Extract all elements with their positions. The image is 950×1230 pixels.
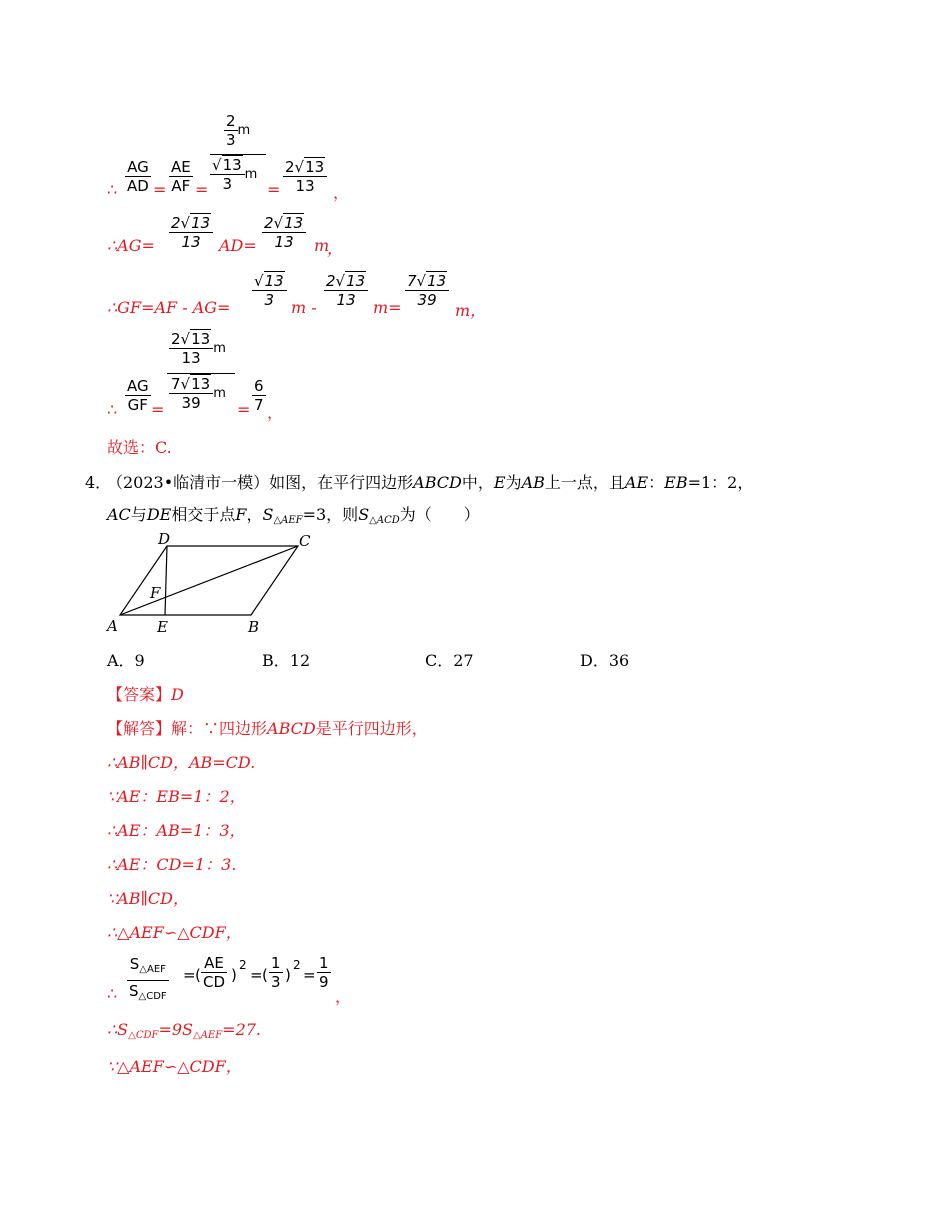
- frac-ag-ad: AG AD: [127, 158, 149, 195]
- solution-line-1: ∴AB∥CD，AB=CD.: [107, 753, 256, 772]
- frac-sqrt13-3: √13 3: [252, 272, 287, 309]
- eq-line-2: ∴AG= 2√13 13 AD= 2√13 13 m ，: [107, 214, 344, 258]
- equals: =: [195, 180, 209, 199]
- frac-2-3: $\frac{2}{3}$: [226, 112, 236, 149]
- frac-2sqrt13-13: 2√13 13: [324, 272, 368, 309]
- question-text-line-2: AC与DE相交于点F，$S_{\triangle AEF}=3$，则$S_{\triangle ACD}$为（ ）: [107, 505, 480, 526]
- answer-line: 【答案】D: [107, 685, 184, 704]
- question-text-line-1: （2023•临清市一模）如图，在平行四边形ABCD中，E为AB上一点，且AE：EB=1：2，: [107, 473, 754, 492]
- equals: =: [267, 180, 281, 199]
- frac-1-9: 1 9: [319, 954, 329, 991]
- frac-2sqrt13-13: 2√13 13: [262, 214, 306, 251]
- eq-line-3: ∴GF=AF - AG= √13 3 m - 2√13 13 m= 7√13 39 m，: [107, 272, 487, 320]
- eq-line-4: ∴ AG GF = $\frac{2√13}{13}$ m $\frac{7√13}{39}$ m = 6 7 ，: [107, 330, 284, 422]
- ratio-equation: ∴ $S_{\triangle AEF}$ $S_{\triangle CDF}$ = ( AE CD ) 2 = ( 1 3 ) 2 = 1 9 ，: [107, 954, 352, 1006]
- choice-line: 故选：C.: [107, 438, 172, 457]
- question-number: 4．: [85, 473, 112, 492]
- frac-2sqrt13-13: 2√13 13: [283, 158, 327, 195]
- solution-line-5: ∵AB∥CD，: [107, 889, 189, 908]
- equals: =: [153, 180, 167, 199]
- frac-area-ratio: $S_{\triangle AEF}$ $S_{\triangle CDF}$: [129, 955, 167, 1002]
- frac-6-7: 6 7: [254, 377, 264, 414]
- option-a[interactable]: A．9: [107, 651, 145, 670]
- label-f: F: [150, 584, 161, 602]
- frac-1-3: 1 3: [271, 954, 281, 991]
- comma: ，: [333, 183, 350, 202]
- label-d: D: [158, 530, 171, 548]
- frac-ae-cd: AE CD: [203, 954, 226, 991]
- solution-last-line: ∵△AEF∽△CDF，: [107, 1057, 242, 1076]
- option-c[interactable]: C．27: [425, 651, 474, 670]
- solution-line-2: ∵AE：EB=1：2，: [107, 787, 246, 806]
- frac-7sqrt13-39: 7√13 39: [405, 272, 449, 309]
- frac-ag-gf: AG GF: [127, 377, 149, 414]
- label-e: E: [157, 618, 168, 636]
- option-b[interactable]: B．12: [262, 651, 311, 670]
- parallelogram-figure: [100, 528, 330, 640]
- solution-line-3: ∴AE：AB=1：3，: [107, 821, 246, 840]
- option-d[interactable]: D．36: [580, 651, 630, 670]
- therefore-symbol: ∴: [107, 180, 118, 199]
- label-c: C: [299, 532, 311, 550]
- solution-line-4: ∴AE：CD=1：3.: [107, 855, 237, 874]
- solution-line-6: ∴△AEF∽△CDF，: [107, 923, 242, 942]
- frac-sqrt13-3: $\frac{√13}{3}$: [210, 156, 245, 193]
- frac-ae-af: AE AF: [171, 158, 191, 195]
- frac-2sqrt13-13: 2√13 13: [169, 214, 213, 251]
- label-a: A: [107, 617, 118, 635]
- solution-line-0: 【解答】解：∵四边形ABCD是平行四边形，: [107, 719, 428, 738]
- area-result-line: $\therefore S_{\triangle CDF}=9S_{\triangle AEF}=27$.: [107, 1020, 262, 1041]
- label-b: B: [248, 618, 260, 636]
